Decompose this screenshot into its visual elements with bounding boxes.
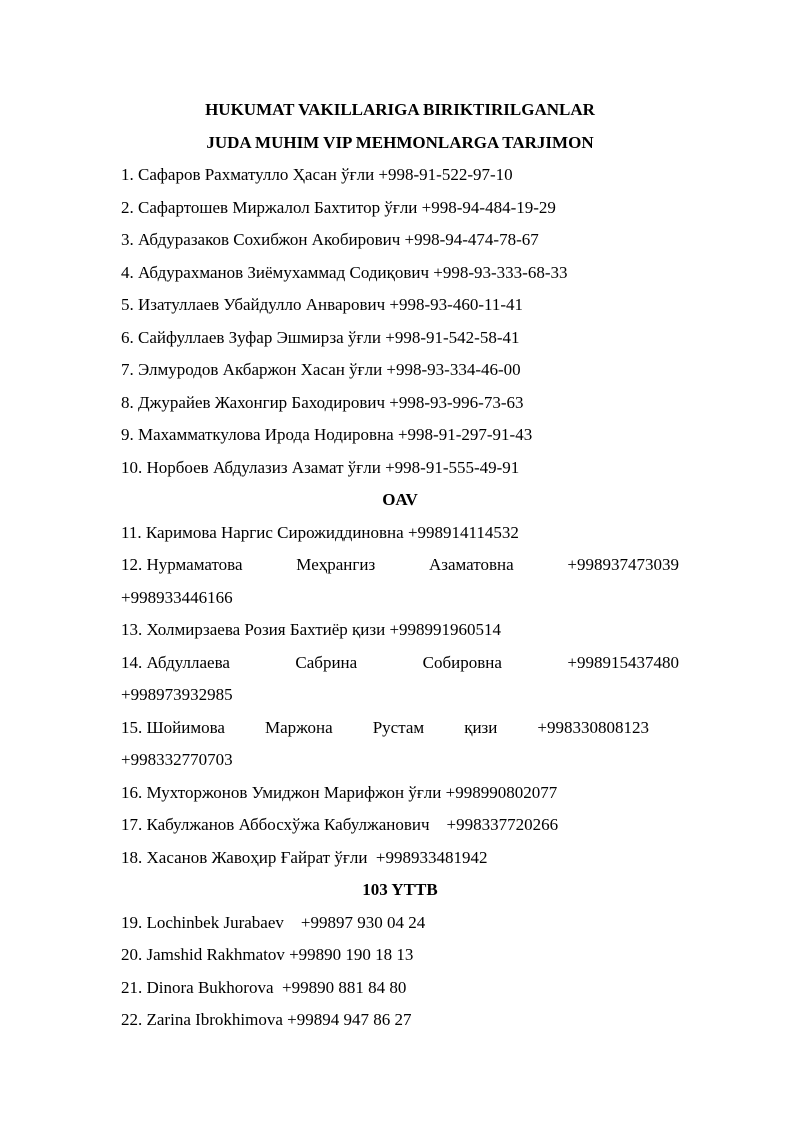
- list-item: 21. Dinora Bukhorova +99890 881 84 80: [121, 977, 407, 997]
- list-item: 6. Сайфуллаев Зуфар Эшмирза ўғли +998-91-542-58-41: [121, 327, 520, 347]
- item-text: Собировна: [422, 652, 502, 672]
- list-item: 20. Jamshid Rakhmatov +99890 190 18 13: [121, 945, 414, 964]
- item-text: 14. Абдуллаева: [121, 652, 230, 672]
- list-item-justified: [121, 549, 679, 582]
- phone-number: +998915437480: [567, 652, 679, 672]
- item-text: Маржона: [265, 717, 333, 737]
- list-item: 10. Норбоев Абдулазиз Азамат ўғли +998-91-555-49-91: [121, 457, 520, 477]
- item-text: Рустам: [372, 717, 425, 737]
- list-item: 16. Мухторжонов Умиджон Марифжон ўғли +998990802077: [121, 782, 558, 802]
- list-item: 3. Абдуразаков Сохибжон Акобирович +998-94-474-78-67: [121, 230, 539, 249]
- item-text: 12. Нурмаматова: [121, 555, 243, 574]
- list-item: 4. Абдурахманов Зиёмухаммад Содиқович +998-93-333-68-33: [121, 262, 568, 282]
- list-item: 2. Сафартошев Миржалол Бахтитор ўғли +998-94-484-19-29: [121, 197, 556, 217]
- item-text: Сабрина: [295, 652, 358, 672]
- list-item: 22. Zarina Ibrokhimova +99894 947 86 27: [121, 1010, 412, 1029]
- list-item-justified: [121, 712, 649, 745]
- phone-number-continuation: +998933446166: [121, 587, 233, 607]
- section-heading-oav: OAV: [382, 490, 418, 509]
- list-item: 8. Джурайев Жахонгир Баходирович +998-93-996-73-63: [121, 392, 524, 412]
- phone-number: +998330808123: [537, 717, 649, 737]
- list-item: 13. Холмирзаева Розия Бахтиёр қизи +998991960514: [121, 620, 502, 639]
- list-item: 17. Кабулжанов Аббосхўжа Кабулжанович +998337720266: [121, 815, 559, 834]
- item-text: Азаматовна: [428, 555, 514, 574]
- list-item: 11. Каримова Наргис Сирожиддиновна +998914114532: [121, 522, 519, 542]
- list-item: 19. Lochinbek Jurabaev +99897 930 04 24: [121, 912, 426, 932]
- item-text: қизи: [464, 717, 498, 737]
- list-item: 18. Хасанов Жавоҳир Ғайрат ўғли +998933481942: [121, 847, 488, 867]
- phone-number: +998937473039: [567, 555, 679, 574]
- list-item: 7. Элмуродов Акбаржон Хасан ўғли +998-93-334-46-00: [121, 360, 521, 379]
- item-text: 15. Шойимова: [121, 717, 225, 737]
- document-page: [121, 94, 679, 1037]
- list-item: 5. Изатуллаев Убайдулло Анварович +998-93-460-11-41: [121, 295, 524, 314]
- document-title: HUKUMAT VAKILLARIGA BIRIKTIRILGANLAR: [205, 100, 595, 119]
- list-item: 9. Махамматкулова Ирода Нодировна +998-91-297-91-43: [121, 425, 533, 444]
- list-item-justified: [121, 647, 679, 680]
- section-heading-vip: JUDA MUHIM VIP MEHMONLARGA TARJIMON: [206, 132, 594, 152]
- phone-number-continuation: +998332770703: [121, 750, 233, 769]
- list-item: 1. Сафаров Рахматулло Ҳасан ўғли +998-91-522-97-10: [121, 165, 513, 184]
- item-text: Меҳрангиз: [296, 555, 376, 574]
- section-heading-yttb: 103 YTTB: [362, 880, 438, 899]
- phone-number-continuation: +998973932985: [121, 685, 233, 704]
